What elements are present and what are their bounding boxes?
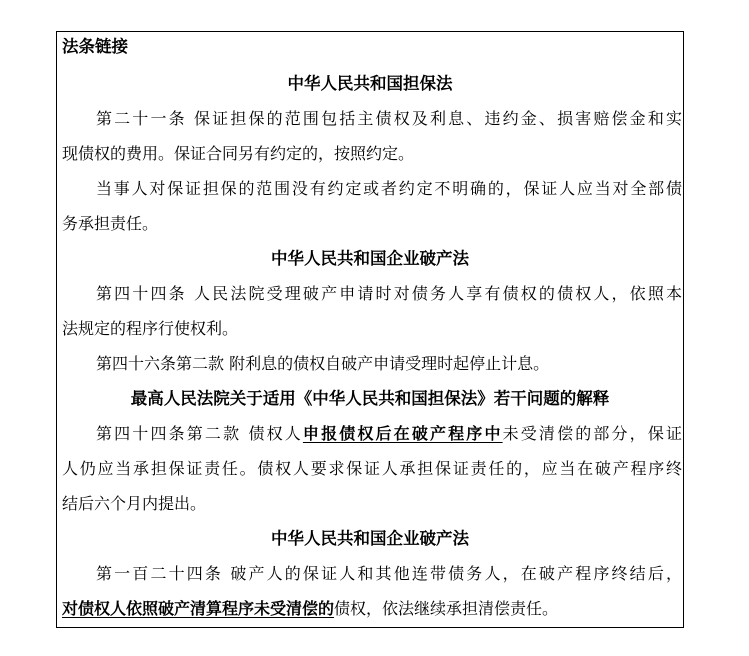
law3-title: 最高人民法院关于适用《中华人民共和国担保法》若干问题的解释 (130, 389, 610, 408)
law4-title: 中华人民共和国企业破产法 (271, 529, 469, 548)
law2-article44-line2: 法规定的程序行使权利。 (62, 319, 239, 338)
law1-article21-line2: 现债权的费用。保证合同另有约定的，按照约定。 (62, 144, 415, 163)
law2-article46-line1: 第四十六条第二款 附利息的债权自破产申请受理时起停止计息。 (96, 354, 550, 373)
law4-article124-line2 (62, 595, 682, 623)
law3-article44-line1-pre: 第四十四条第二款 债权人 (96, 424, 303, 443)
law1-article21-para2-line2: 务承担责任。 (62, 214, 159, 233)
law2-article44-line1: 第四十四条 人民法院受理破产申请时对债务人享有债权的债权人，依照本 (96, 284, 682, 303)
law3-article44-line2: 人仍应当承担保证责任。债权人要求保证人承担保证责任的，应当在破产程序终 (62, 459, 682, 478)
law1-article21-line1: 第二十一条 保证担保的范围包括主债权及利息、违约金、损害赔偿金和实 (96, 109, 682, 128)
law2-title: 中华人民共和国企业破产法 (271, 249, 469, 268)
law4-article124-emphasis: 对债权人依照破产清算程序未受清偿的 (62, 599, 335, 618)
law1-article21-para2-line1: 当事人对保证担保的范围没有约定或者约定不明确的，保证人应当对全部债 (96, 179, 682, 198)
law3-article44-line1-post: 未受清偿的部分，保证 (502, 424, 682, 443)
law1-title: 中华人民共和国担保法 (287, 74, 453, 93)
law4-article124-line1: 第一百二十四条 破产人的保证人和其他连带债务人，在破产程序终结后， (96, 564, 682, 583)
law3-article44-emphasis: 申报债权后在破产程序中 (302, 424, 503, 443)
law4-article124-line2-post: 债权，依法继续承担清偿责任。 (334, 599, 559, 618)
law3-article44-line3: 结后六个月内提出。 (62, 494, 207, 513)
section-label: 法条链接 (62, 37, 128, 56)
law3-article44-line1 (62, 420, 682, 448)
